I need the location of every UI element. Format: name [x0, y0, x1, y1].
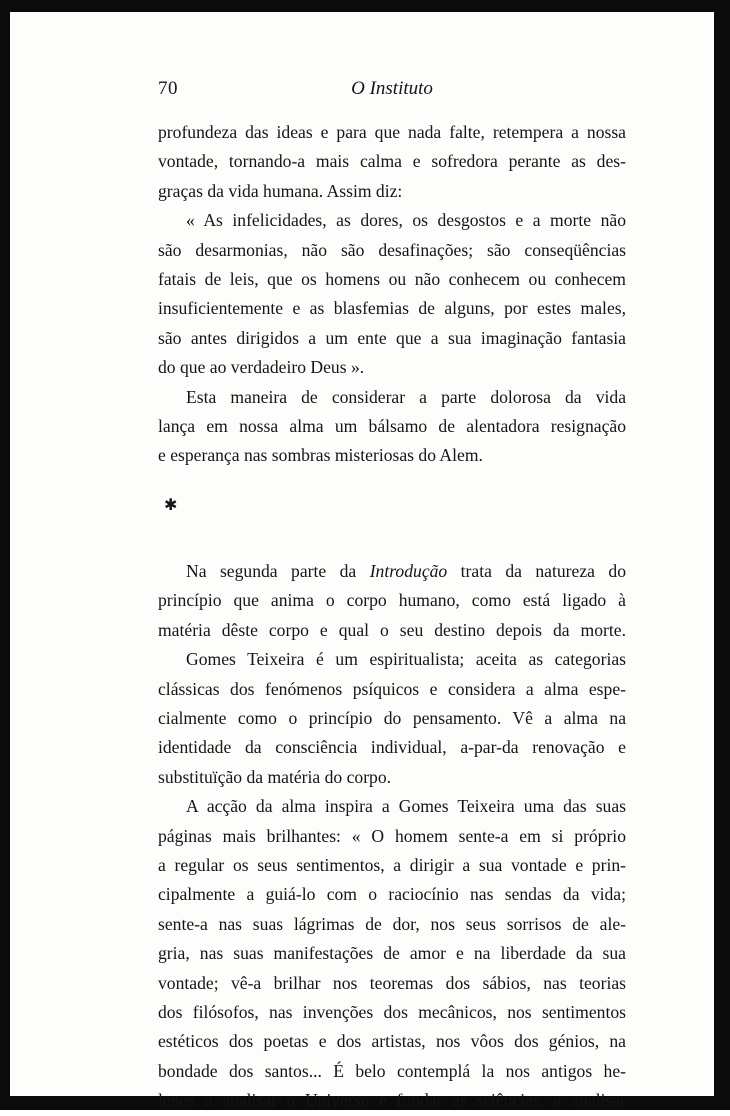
quote-line: « As infelicidades, as dores, os desgostos e a morte não: [186, 210, 626, 231]
paragraph-line: lança em nossa alma um bálsamo de alentadora resignação: [158, 416, 626, 437]
paragraph-line: vontade; vê-a brilhar nos teoremas dos sábios, nas teorias: [158, 972, 626, 993]
quote-line: são desarmonias, não são desafinações; são conseqüências: [158, 239, 626, 260]
paragraph-line: clássicas dos fenómenos psíquicos e considera a alma espe-: [158, 678, 626, 699]
paragraph-line: cialmente como o princípio do pensamento. Vê a alma na: [158, 707, 626, 728]
paragraph-line: vontade, tornando-a mais calma e sofredora perante as des-: [158, 151, 626, 172]
page-header: [158, 78, 626, 106]
paragraph-line: identidade da consciência individual, a-par-da renovação e: [158, 737, 626, 758]
paragraph-line: cipalmente a guiá-lo com o raciocínio nas sendas da vida;: [158, 884, 626, 905]
paragraph-line: [158, 557, 626, 586]
paragraph-line: lenos a analisar o Universo e fundar as sciências, a analisar: [158, 1090, 626, 1111]
section-break-asterisk: ✱: [164, 496, 178, 514]
paragraph-line: gria, nas suas manifestações de amor e na liberdade da sua: [158, 943, 626, 964]
paragraph-line: A acção da alma inspira a Gomes Teixeira uma das suas: [186, 796, 626, 817]
paragraph-line: princípio que anima o corpo humano, como está ligado à: [158, 590, 626, 611]
quote-line: são antes dirigidos a um ente que a sua imaginação fantasia: [158, 327, 626, 348]
paragraph-line: matéria dêste corpo e qual o seu destino depois da morte.: [158, 619, 626, 640]
quote-line: insuficientemente e as blasfemias de alguns, por estes males,: [158, 298, 626, 319]
paragraph-line: Gomes Teixeira é um espiritualista; aceita as categorias: [186, 649, 626, 670]
page-number: 70: [158, 78, 178, 99]
paragraph-line: dos filósofos, nas invenções dos mecânicos, nos sentimentos: [158, 1001, 626, 1022]
paragraph-line: bondade dos santos... É belo contemplá la nos antigos he-: [158, 1060, 626, 1081]
paragraph-line: substituïção da matéria do corpo.: [158, 766, 392, 787]
paragraph-line: graças da vida humana. Assim diz:: [158, 180, 403, 201]
body-text: [158, 118, 626, 1116]
paragraph-line: sente-a nas suas lágrimas de dor, nos seus sorrisos de ale-: [158, 913, 626, 934]
quote-line: fatais de leis, que os homens ou não conhecem ou conhecem: [158, 269, 626, 290]
paragraph-line: estéticos dos poetas e dos artistas, nos vôos dos génios, na: [158, 1031, 626, 1052]
quote-line: do que ao verdadeiro Deus ».: [158, 357, 365, 378]
paragraph-line: Esta maneira de considerar a parte dolorosa da vida: [186, 386, 626, 407]
paragraph-line: profundeza das ideas e para que nada falte, retempera a nossa: [158, 122, 626, 142]
paragraph-line: páginas mais brilhantes: « O homem sente-a em si próprio: [158, 825, 626, 846]
paragraph-line: e esperança nas sombras misteriosas do Alem.: [158, 445, 483, 466]
italic-title: Introdução: [369, 560, 448, 581]
paragraph-line: a regular os seus sentimentos, a dirigir a sua vontade e prin-: [158, 854, 626, 875]
running-title: O Instituto: [351, 78, 433, 99]
line-text: trata da natureza do: [460, 560, 626, 581]
line-text: Na segunda parte da: [186, 560, 357, 581]
